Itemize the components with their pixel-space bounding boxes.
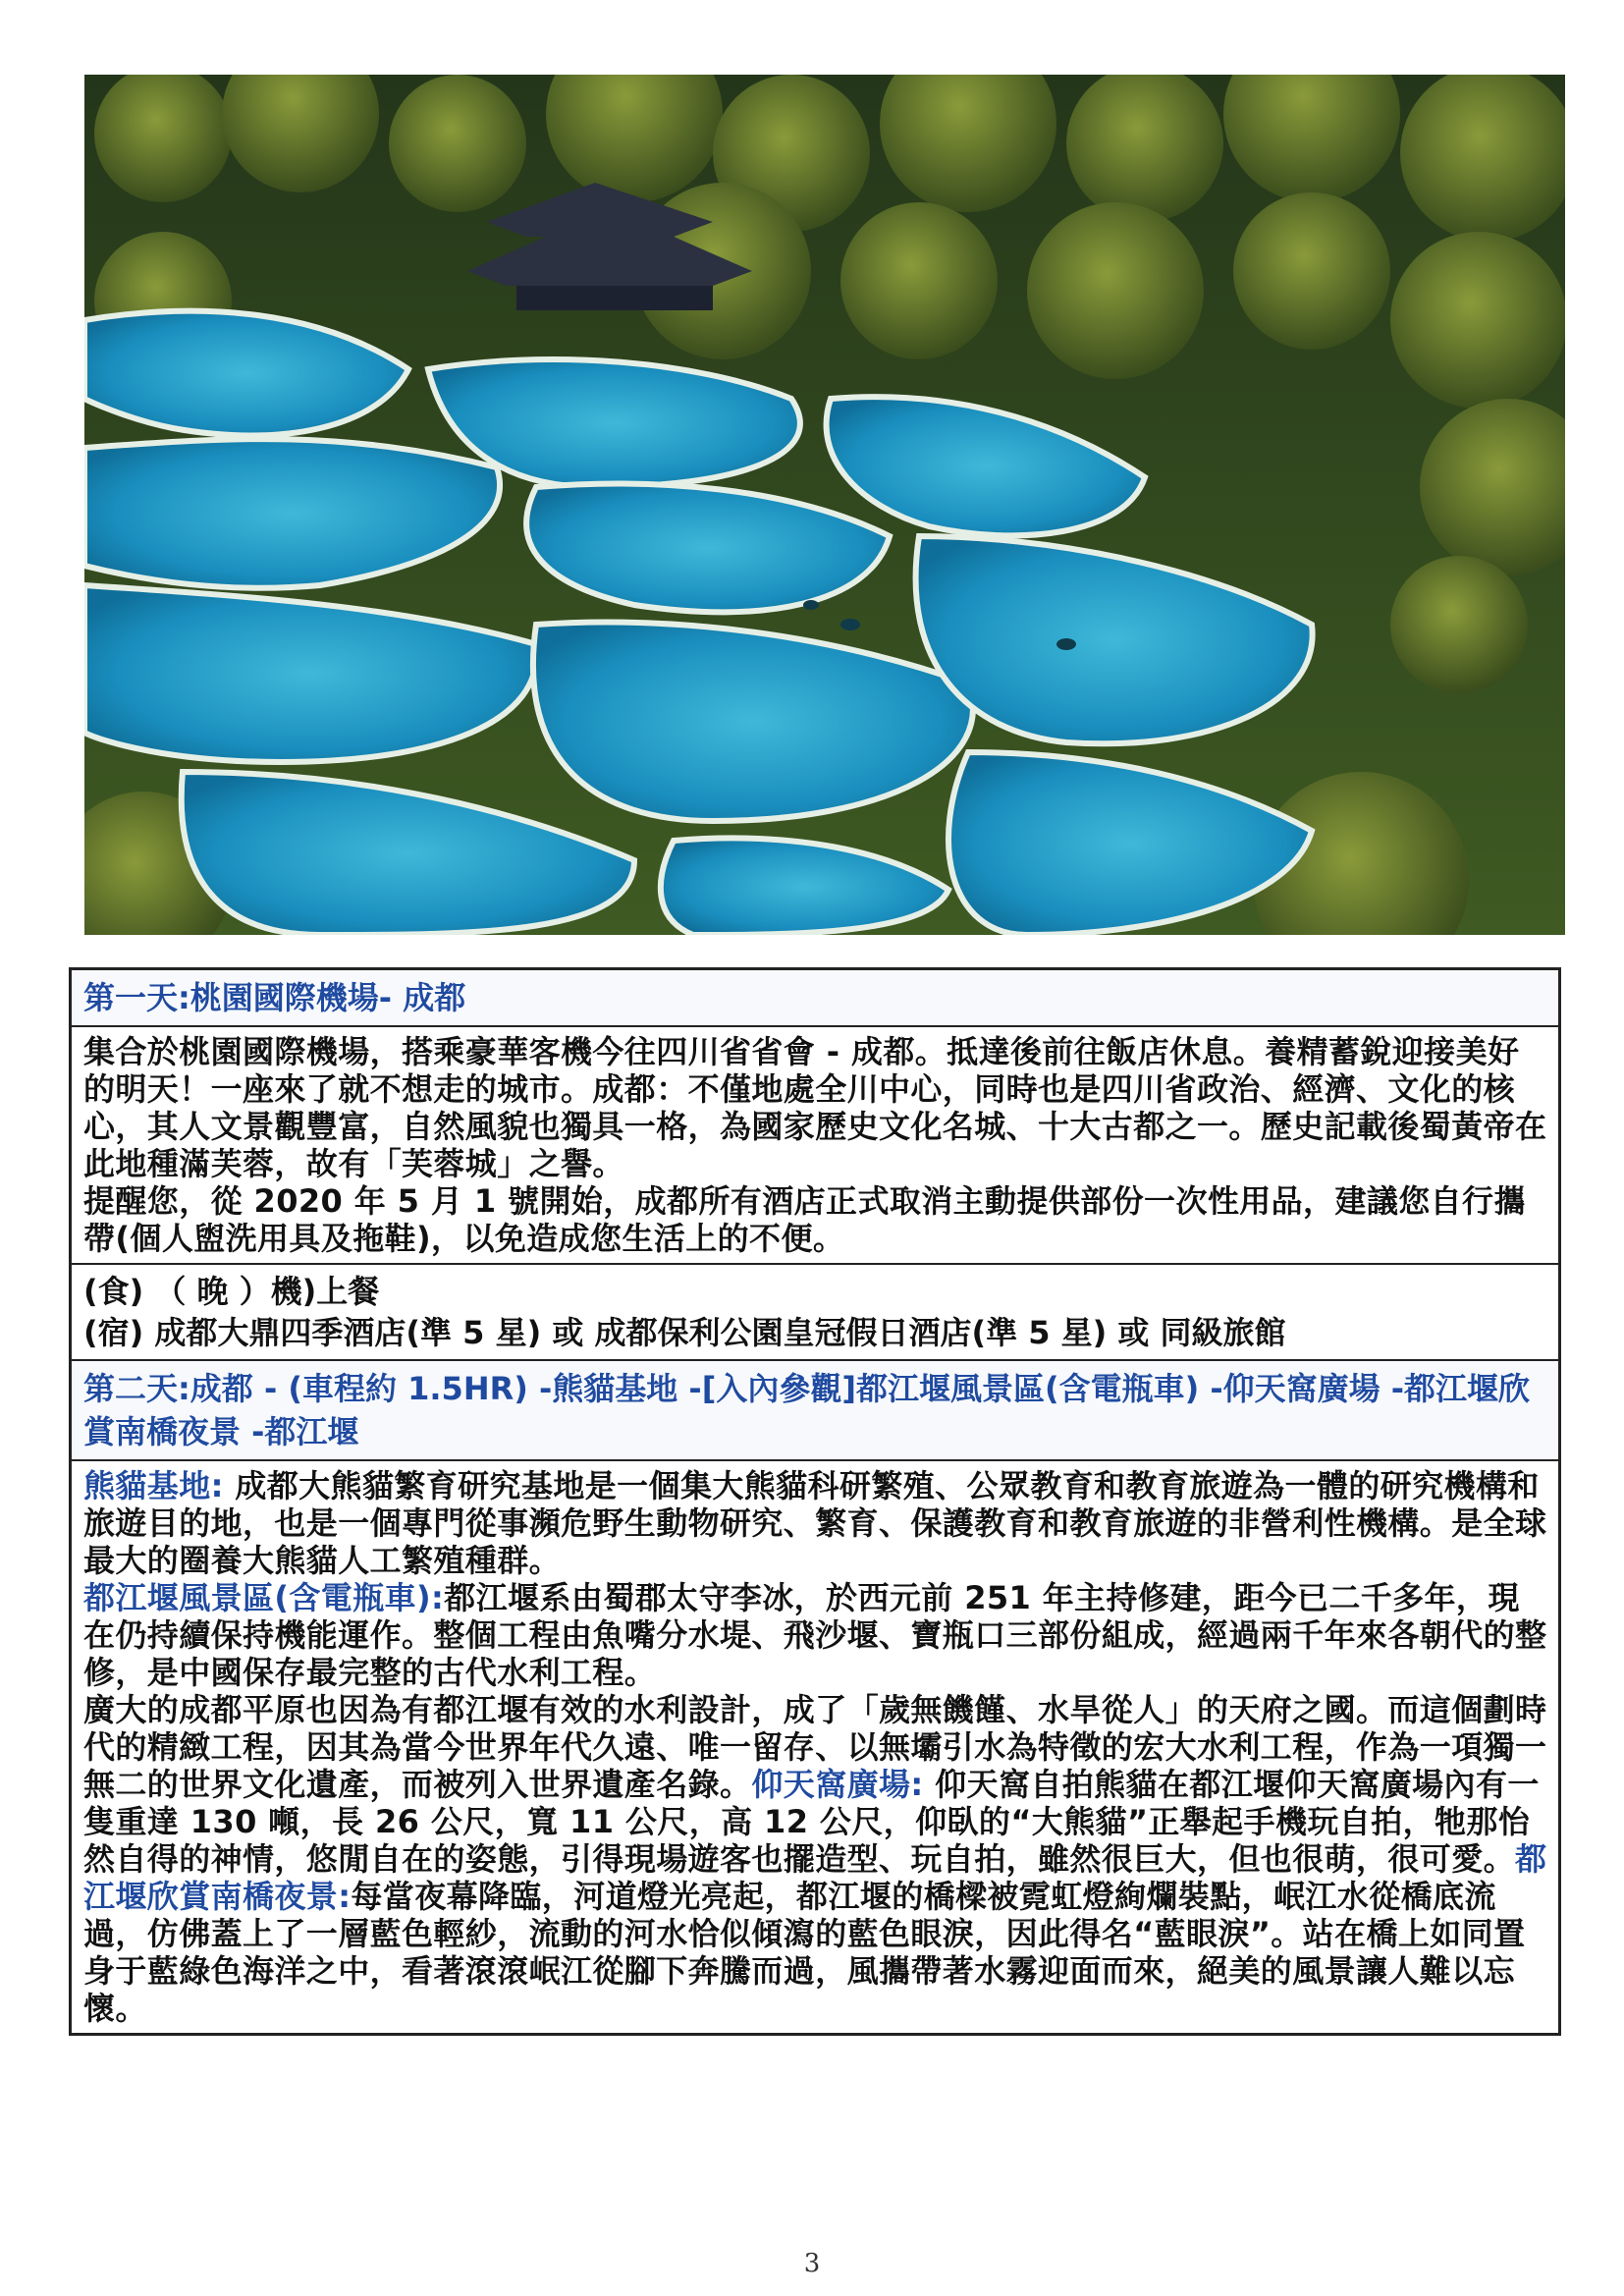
day1-meals: (食) （ 晚 ）機)上餐 [83,1273,380,1310]
itinerary-table [69,967,1561,2036]
plaza-label: 仰天窩廣場: [751,1766,924,1803]
day1-title: 第一天:桃園國際機場- 成都 [83,979,466,1016]
day2-dujiangyan-paragraph [83,1579,1548,1691]
day1-title-row [72,970,1558,1027]
day2-title: 第二天:成都 - (車程約 1.5HR) -熊貓基地 -[入內參觀]都江堰風景區(含電瓶車) -仰天窩廣場 -都江堰欣賞南橋夜景 -都江堰 [83,1370,1531,1450]
day1-description [72,1027,1558,1265]
day2-panda-paragraph [83,1467,1548,1579]
panda-base-text: 成都大熊貓繁育研究基地是一個集大熊貓科研繁殖、公眾教育和教育旅遊為一體的研究機構和旅遊目的地，也是一個專門從事瀕危野生動物研究、繁育、保護教育和教育旅遊的非營利性機構。是全球最大的圈養大熊貓人工繁殖種群。 [83,1467,1547,1579]
dujiangyan-label: 都江堰風景區(含電瓶車): [83,1579,445,1616]
day2-description [72,1461,1558,2033]
bridge-night-text: 每當夜幕降臨，河道燈光亮起，都江堰的橋樑被霓虹燈絢爛裝點，岷江水從橋底流過，仿佛蓋上了一層藍色輕紗，流動的河水恰似傾瀉的藍色眼淚，因此得名“藍眼淚”。站在橋上如同置身于藍綠色海洋之中，看著滾滾岷江從腳下奔騰而過，風攜帶著水霧迎面而來，絕美的風景讓人難以忘懷。 [83,1878,1526,2027]
day2-plain-paragraph [83,1691,1548,2027]
hero-photo [84,75,1565,935]
panda-base-label: 熊貓基地: [83,1467,224,1504]
day2-title-row [72,1361,1558,1461]
bridge-night-label: 都江堰欣賞南橋夜景: [83,1840,1547,1915]
page-number: 3 [803,2249,821,2278]
day1-meals-hotel [72,1265,1558,1361]
day1-hotel: (宿) 成都大鼎四季酒店(準 5 星) 或 成都保利公園皇冠假日酒店(準 5 星) 或 同級旅館 [83,1314,1286,1351]
dujiangyan-text: 都江堰系由蜀郡太守李冰，於西元前 251 年主持修建，距今已二千多年，現在仍持續保持機能運作。整個工程由魚嘴分水堤、飛沙堰、寶瓶口三部份組成，經過兩千年來各朝代的整修，是中國保存最完整的古代水利工程。 [83,1579,1547,1691]
plaza-text: 仰天窩自拍熊貓在都江堰仰天窩廣場內有一隻重達 130 噸，長 26 公尺，寬 11 公尺，高 12 公尺，仰臥的“大熊貓”正舉起手機玩自拍，牠那怡然自得的神情，悠閒自在的姿態，引得現場遊客也擺造型、玩自拍，雖然很巨大，但也很萌，很可愛。 [83,1766,1540,1878]
chengdu-plain-text: 廣大的成都平原也因為有都江堰有效的水利設計，成了「歲無饑饉、水旱從人」的天府之國。而這個劃時代的精緻工程，因其為當今世界年代久遠、唯一留存、以無壩引水為特徵的宏大水利工程，作為一項獨一無二的世界文化遺產，而被列入世界遺產名錄。 [83,1691,1547,1803]
day1-paragraph-2: 提醒您，從 2020 年 5 月 1 號開始，成都所有酒店正式取消主動提供部份一次性用品，建議您自行攜帶(個人盥洗用具及拖鞋)，以免造成您生活上的不便。 [83,1182,1526,1257]
travertine-pools-icon [84,75,1565,935]
day1-paragraph-1: 集合於桃園國際機場，搭乘豪華客機今往四川省省會 - 成都。抵達後前往飯店休息。養精蓄銳迎接美好的明天！一座來了就不想走的城市。成都：不僅地處全川中心，同時也是四川省政治、經濟、文化的核心，其人文景觀豐富，自然風貌也獨具一格，為國家歷史文化名城、十大古都之一。歷史記載後蜀黃帝在此地種滿芙蓉，故有「芙蓉城」之譽。 [83,1033,1547,1182]
